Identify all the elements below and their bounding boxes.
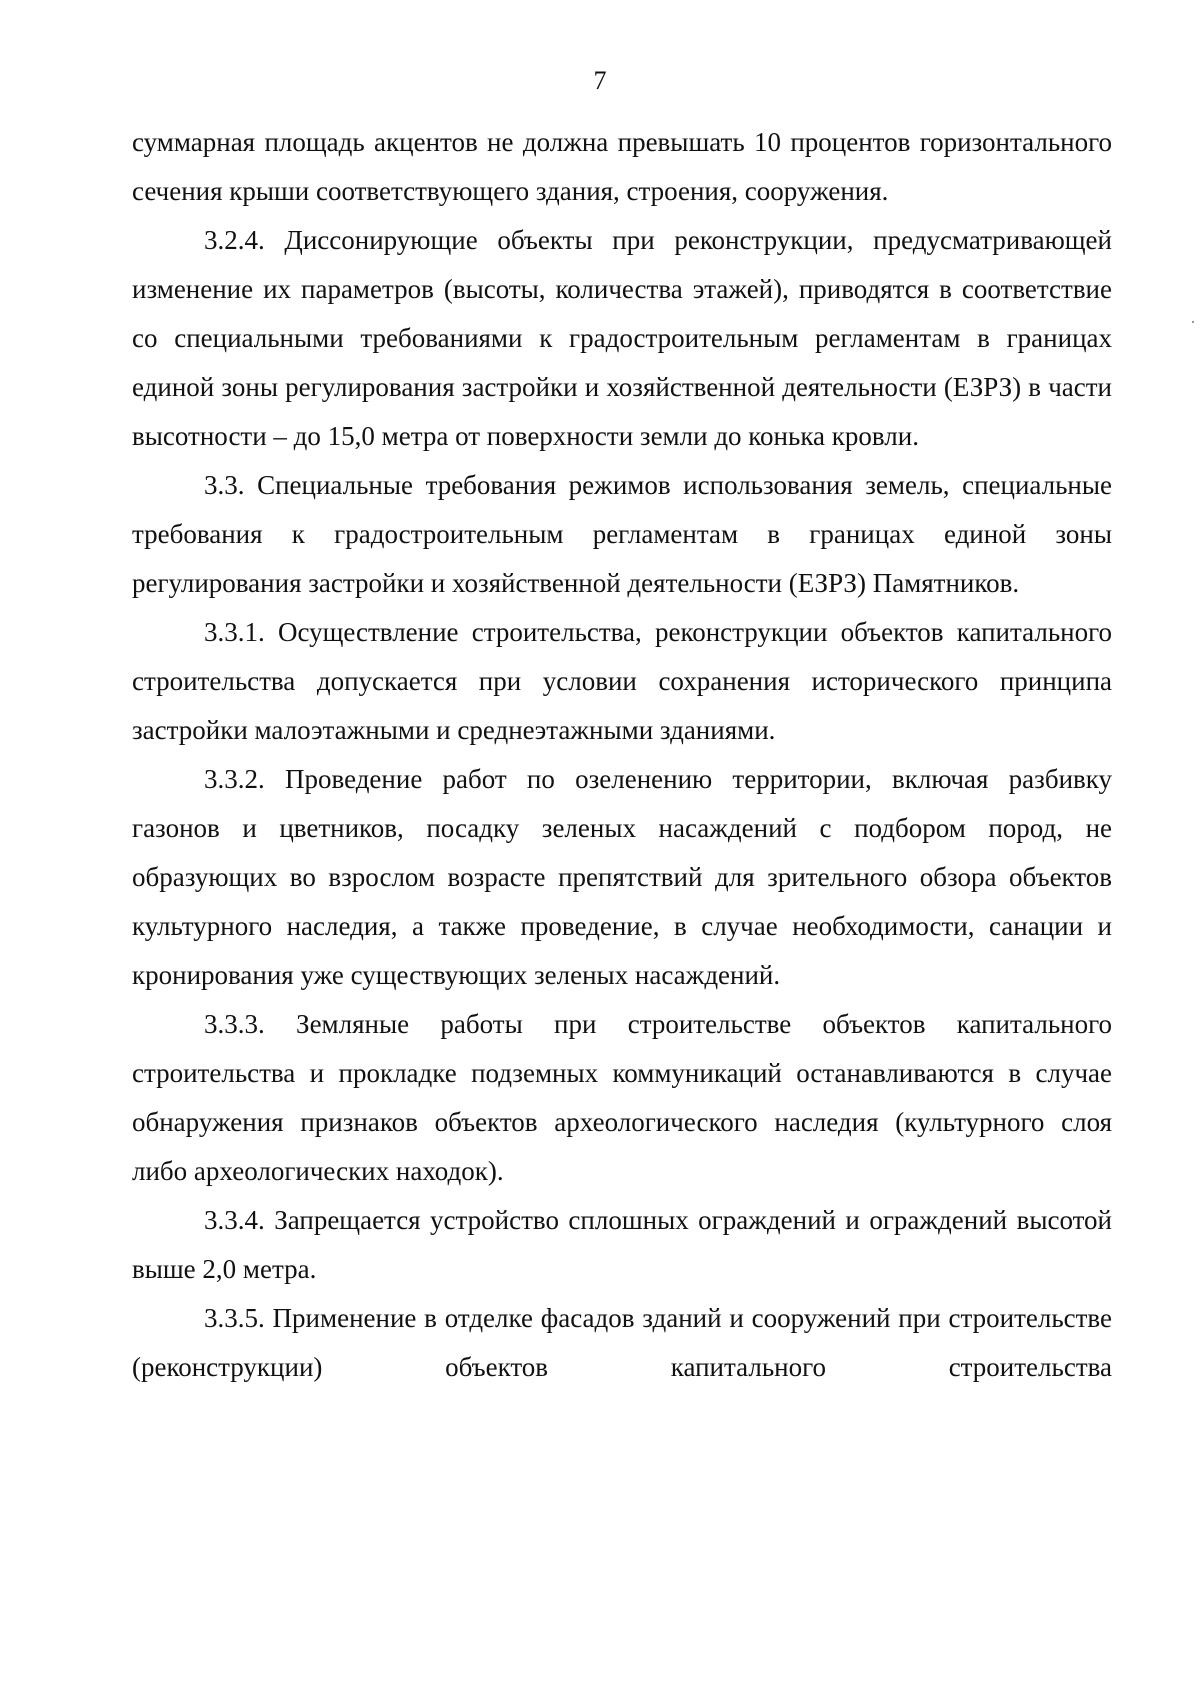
paragraph-3-3-4: 3.3.4. Запрещается устройство сплошных ограждений и ограждений высотой выше 2,0 метра. bbox=[132, 1205, 1112, 1284]
paragraph-3-2-4: 3.2.4. Диссонирующие объекты при реконструкции, предусматривающей изменение их параметров (высоты, количества этажей), приводятся в соответствие со специальными требованиями к градостроительным регламентам в границах единой зоны регулирования застройки и хозяйственной деятельности (ЕЗРЗ) в части высотности – до 15,0 метра от поверхности земли до конька кровли. bbox=[132, 225, 1112, 451]
paragraph-continuation: суммарная площадь акцентов не должна превышать 10 процентов горизонтального сечения крыши соответствующего здания, строения, сооружения. bbox=[132, 127, 1112, 206]
paragraph-3-3-1: 3.3.1. Осуществление строительства, реконструкции объектов капитального строительства допускается при условии сохранения исторического принципа застройки малоэтажными и среднеэтажными зданиями. bbox=[132, 617, 1112, 745]
scan-speck bbox=[1192, 321, 1194, 323]
paragraph-3-3-3: 3.3.3. Земляные работы при строительстве объектов капитального строительства и прокладке подземных коммуникаций останавливаются в случае обнаружения признаков объектов археологического наследия (культурного слоя либо археологических находок). bbox=[132, 1009, 1112, 1186]
page-number: 7 bbox=[593, 66, 607, 95]
paragraph-3-3-2: 3.3.2. Проведение работ по озеленению территории, включая разбивку газонов и цветников, посадку зеленых насаждений с подбором пород, не образующих во взрослом возрасте препятствий для зрительного обзора объектов культурного наследия, а также проведение, в случае необходимости, санации и кронирования уже существующих зеленых насаждений. bbox=[132, 764, 1112, 990]
document-body bbox=[132, 118, 1112, 1392]
paragraph-3-3: 3.3. Специальные требования режимов использования земель, специальные требования к градостроительным регламентам в границах единой зоны регулирования застройки и хозяйственной деятельности (ЕЗРЗ) Памятников. bbox=[132, 470, 1112, 598]
paragraph-3-3-5: 3.3.5. Применение в отделке фасадов зданий и сооружений при строительстве (реконструкции) объектов капитального строительства bbox=[132, 1303, 1112, 1382]
